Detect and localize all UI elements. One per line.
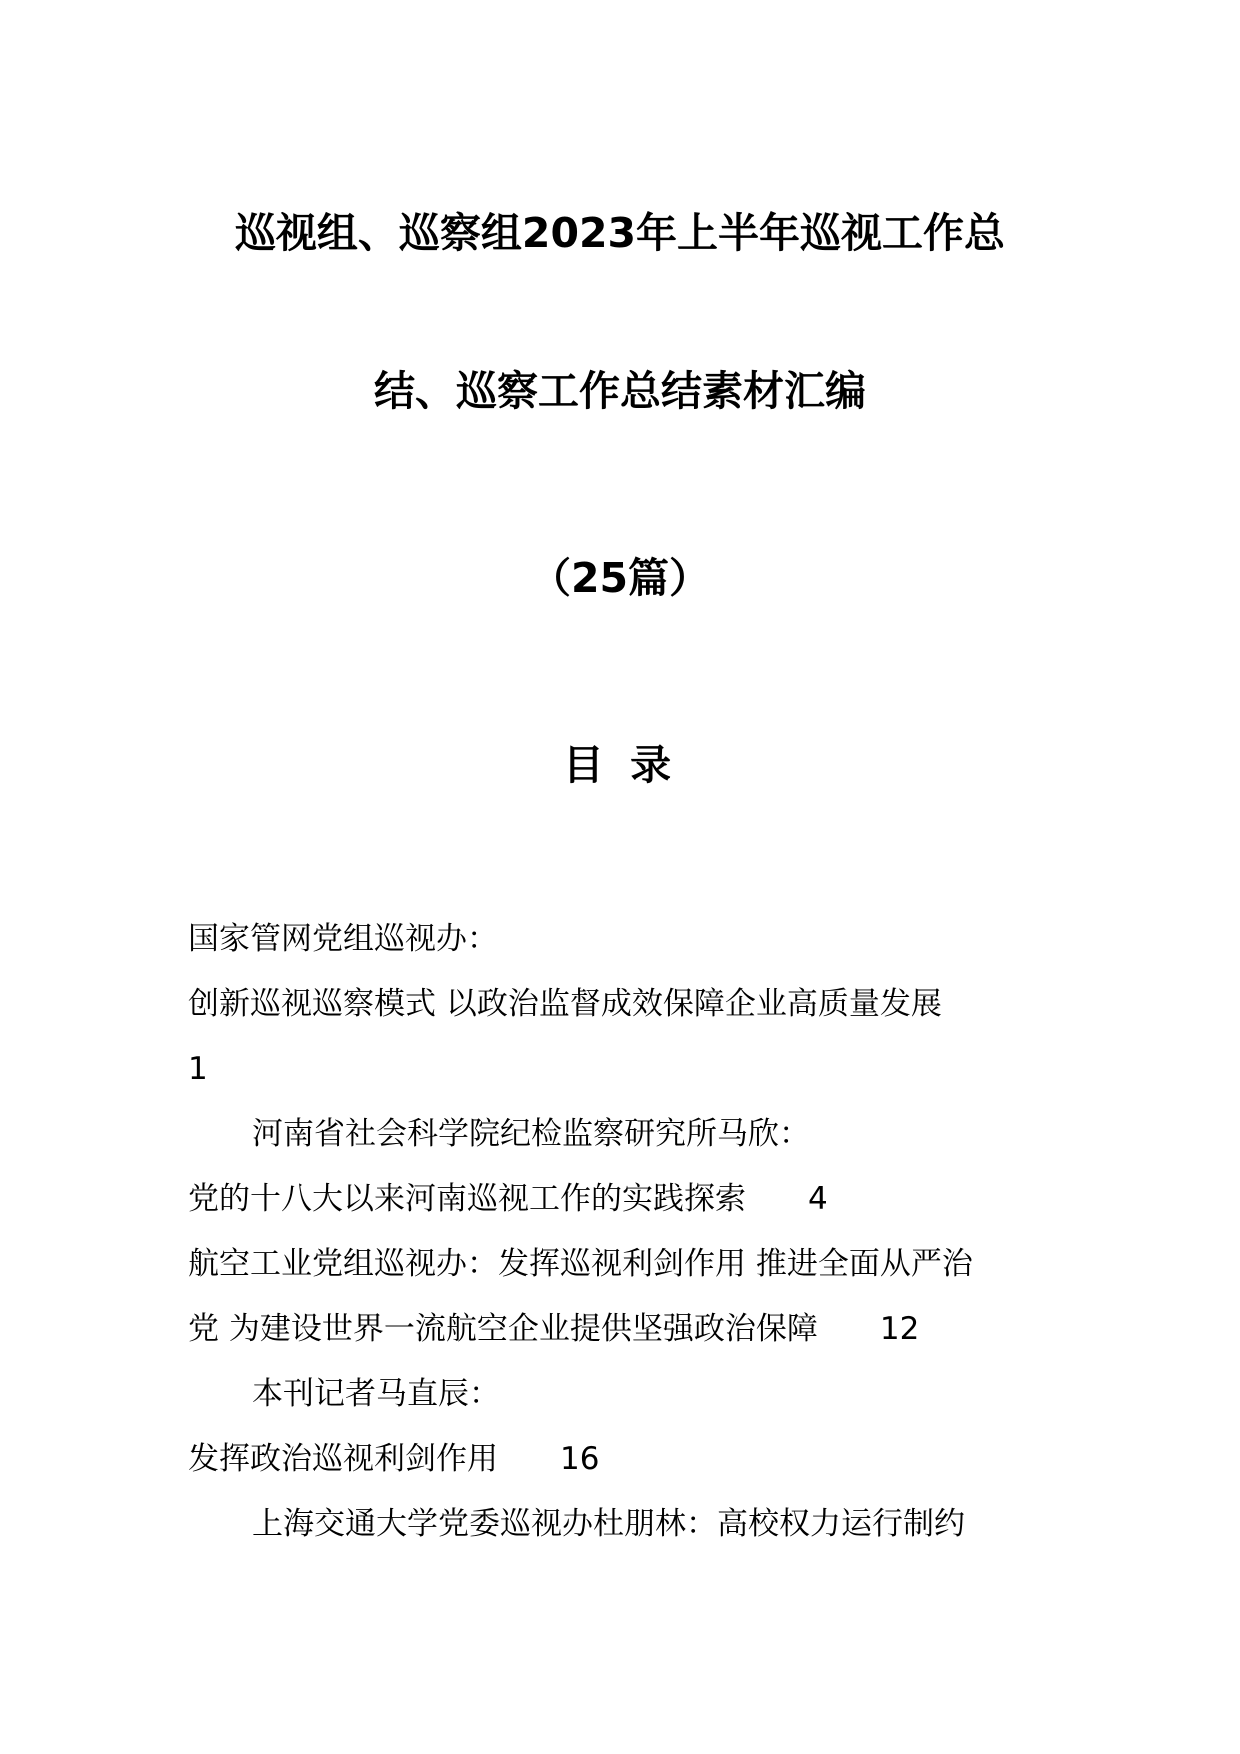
toc-entry-title[interactable]: 发挥政治巡视利剑作用 [188, 1441, 498, 1477]
toc-entry-page-number[interactable]: 1 [188, 1051, 208, 1087]
toc-entry-page-number[interactable]: 16 [560, 1441, 600, 1477]
table-of-contents [188, 918, 1068, 1568]
toc-entry-title-row[interactable] [188, 1178, 1068, 1243]
toc-entry-author: 国家管网党组巡视办： [188, 921, 498, 957]
toc-entry-title[interactable]: 上海交通大学党委巡视办杜朋林：高校权力运行制约 [252, 1506, 965, 1542]
document-title-line-2: 结、巡察工作总结素材汇编 [374, 367, 866, 415]
toc-entry-page-number[interactable]: 4 [808, 1181, 828, 1217]
toc-entry-title-row[interactable] [188, 1438, 1068, 1503]
toc-entry-title-row[interactable] [188, 1308, 1068, 1373]
toc-entry-page-number[interactable]: 12 [879, 1311, 920, 1347]
toc-entry-author: 河南省社会科学院纪检监察研究所马欣： [252, 1116, 810, 1152]
toc-heading: 目 录 [562, 741, 678, 789]
toc-entry-title[interactable]: 创新巡视巡察模式 以政治监督成效保障企业高质量发展 [188, 986, 942, 1022]
document-article-count: （25篇） [529, 554, 711, 602]
toc-entry-title[interactable]: 党的十八大以来河南巡视工作的实践探索 [188, 1181, 746, 1217]
toc-entry-author: 本刊记者马直辰： [252, 1376, 500, 1412]
document-title-line-1: 巡视组、巡察组2023年上半年巡视工作总 [234, 209, 1006, 257]
toc-entry-title[interactable]: 党 为建设世界一流航空企业提供坚强政治保障 [188, 1311, 818, 1347]
toc-entry-title[interactable]: 航空工业党组巡视办：发挥巡视利剑作用 推进全面从严治 [188, 1246, 973, 1282]
